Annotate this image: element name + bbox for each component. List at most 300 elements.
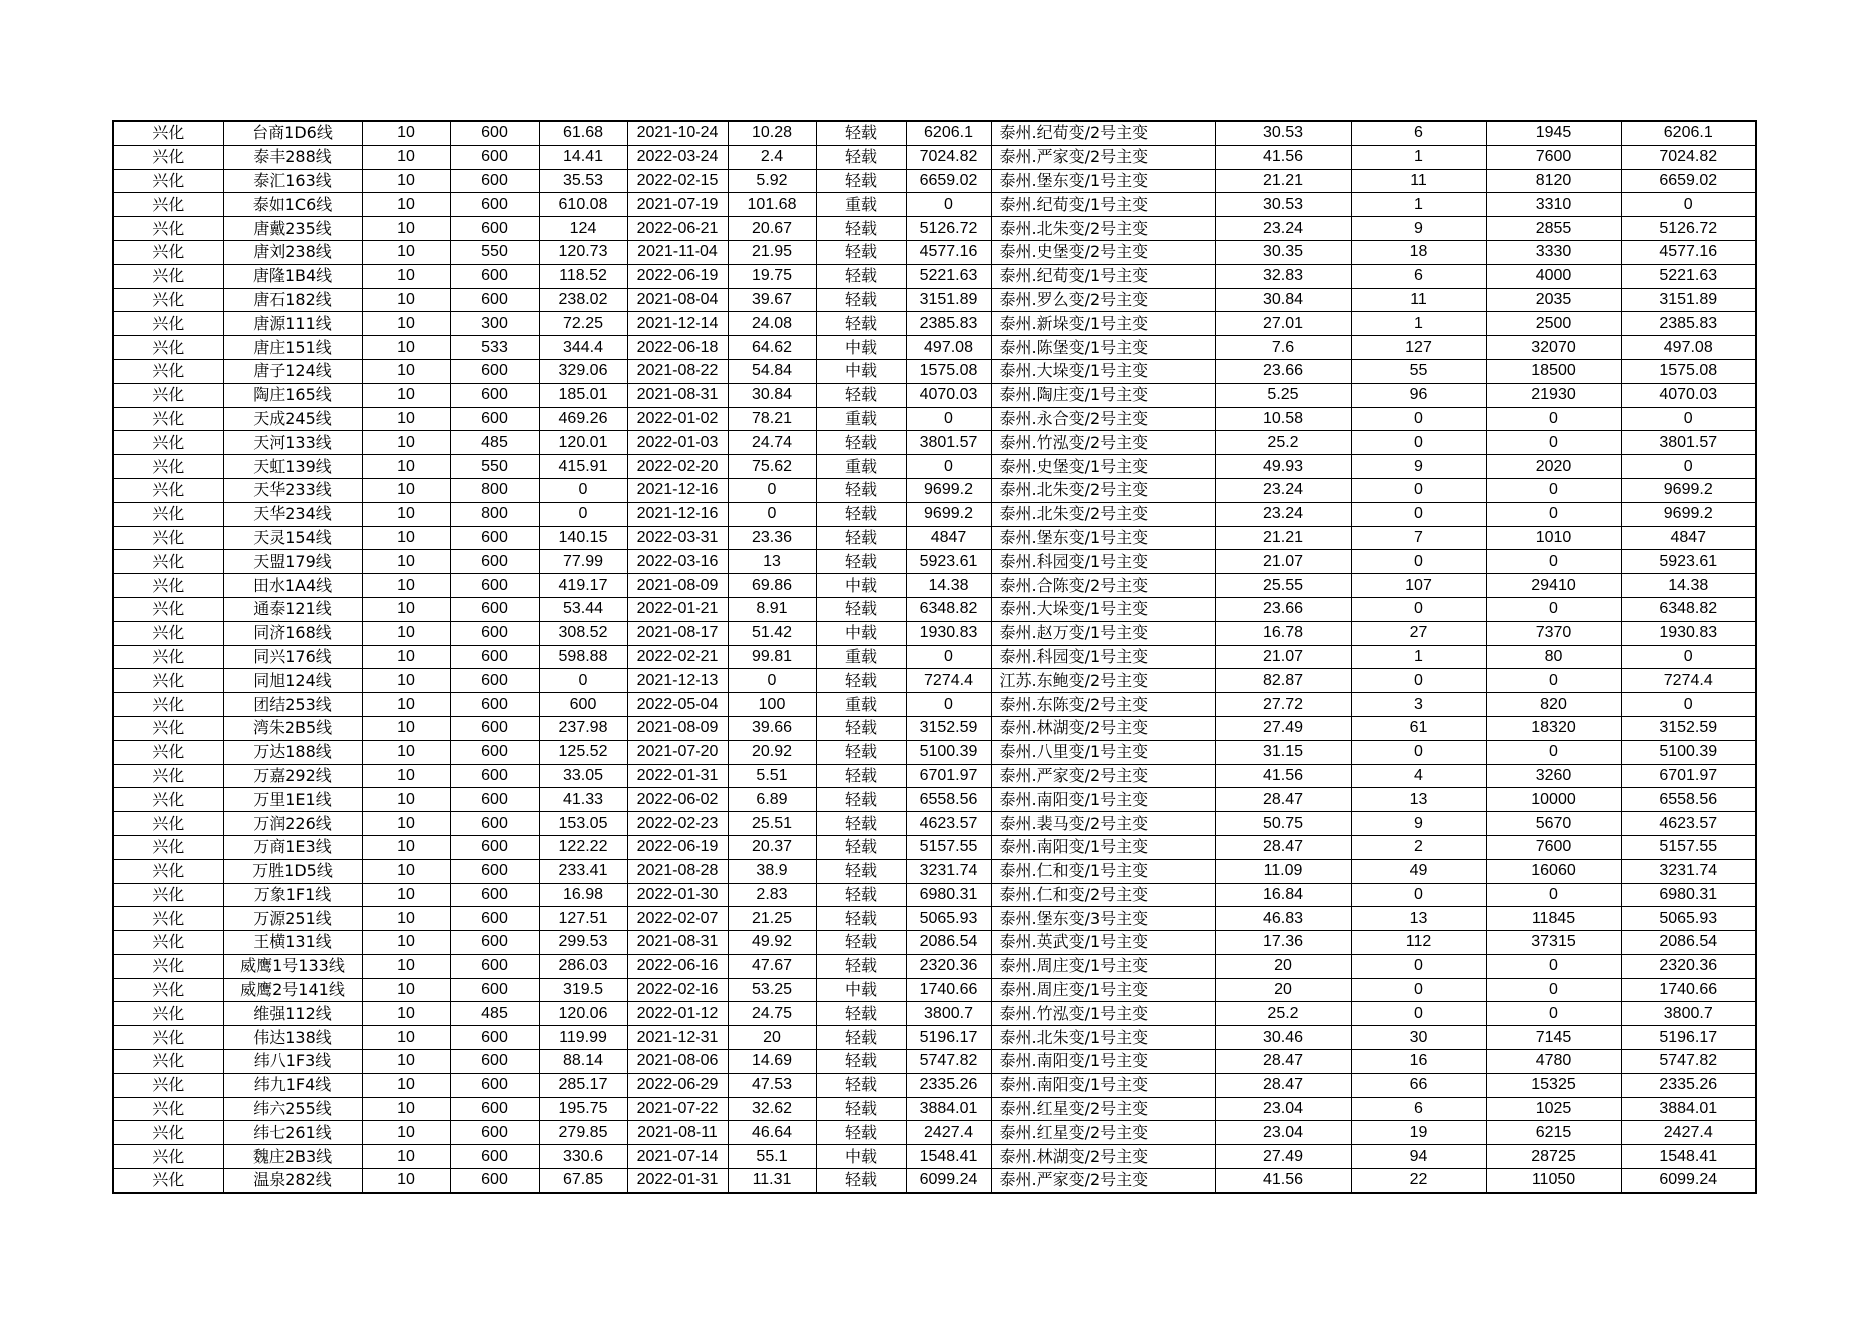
- user-count-cell: 9: [1351, 217, 1486, 241]
- date-cell: 2021-08-22: [627, 359, 728, 383]
- load-level-cell: 轻载: [816, 502, 906, 526]
- date-cell: 2022-03-16: [627, 550, 728, 574]
- line-name-cell: 魏庄2B3线: [223, 1145, 362, 1169]
- rated-current-cell: 600: [450, 1050, 539, 1074]
- user-capacity-cell: 0: [1486, 669, 1621, 693]
- max-current-cell: 77.99: [539, 550, 627, 574]
- line-name-cell: 湾朱2B5线: [223, 716, 362, 740]
- available-capacity-cell: 497.08: [906, 336, 991, 360]
- user-count-cell: 0: [1351, 740, 1486, 764]
- table-row: [113, 835, 1756, 859]
- line-name-cell: 天虹139线: [223, 455, 362, 479]
- table-row: [113, 312, 1756, 336]
- transformer-load-cell: 28.47: [1215, 788, 1351, 812]
- table-row: [113, 121, 1756, 145]
- transformer-load-cell: 30.53: [1215, 193, 1351, 217]
- load-rate-cell: 100: [728, 693, 816, 717]
- voltage-cell: 10: [362, 931, 450, 955]
- line-name-cell: 田水1A4线: [223, 574, 362, 598]
- available-capacity-cell: 9699.2: [906, 478, 991, 502]
- transformer-load-cell: 28.47: [1215, 1050, 1351, 1074]
- available-capacity-cell: 2427.4: [906, 1121, 991, 1145]
- max-current-cell: 72.25: [539, 312, 627, 336]
- rated-current-cell: 300: [450, 312, 539, 336]
- available-capacity-cell: 6659.02: [906, 169, 991, 193]
- voltage-cell: 10: [362, 217, 450, 241]
- load-level-cell: 中载: [816, 978, 906, 1002]
- county-cell: 兴化: [113, 978, 223, 1002]
- voltage-cell: 10: [362, 193, 450, 217]
- load-level-cell: 中载: [816, 336, 906, 360]
- load-level-cell: 轻载: [816, 431, 906, 455]
- voltage-cell: 10: [362, 359, 450, 383]
- table-row: [113, 1050, 1756, 1074]
- load-level-cell: 重载: [816, 693, 906, 717]
- table-row: [113, 1121, 1756, 1145]
- open-capacity-cell: 2086.54: [1621, 931, 1756, 955]
- open-capacity-cell: 6099.24: [1621, 1169, 1756, 1193]
- available-capacity-cell: 5065.93: [906, 907, 991, 931]
- county-cell: 兴化: [113, 1050, 223, 1074]
- user-count-cell: 0: [1351, 883, 1486, 907]
- user-count-cell: 11: [1351, 169, 1486, 193]
- line-name-cell: 纬八1F3线: [223, 1050, 362, 1074]
- county-cell: 兴化: [113, 193, 223, 217]
- load-level-cell: 轻载: [816, 550, 906, 574]
- max-current-cell: 0: [539, 669, 627, 693]
- max-current-cell: 319.5: [539, 978, 627, 1002]
- available-capacity-cell: 0: [906, 455, 991, 479]
- user-count-cell: 0: [1351, 550, 1486, 574]
- rated-current-cell: 600: [450, 1073, 539, 1097]
- max-current-cell: 35.53: [539, 169, 627, 193]
- available-capacity-cell: 6348.82: [906, 597, 991, 621]
- voltage-cell: 10: [362, 169, 450, 193]
- user-capacity-cell: 7600: [1486, 835, 1621, 859]
- line-name-cell: 唐石182线: [223, 288, 362, 312]
- voltage-cell: 10: [362, 288, 450, 312]
- user-count-cell: 1: [1351, 312, 1486, 336]
- date-cell: 2022-01-31: [627, 764, 728, 788]
- line-name-cell: 万源251线: [223, 907, 362, 931]
- substation-cell: 泰州.八里变/1号主变: [991, 740, 1215, 764]
- substation-cell: 泰州.北朱变/2号主变: [991, 502, 1215, 526]
- voltage-cell: 10: [362, 526, 450, 550]
- line-name-cell: 纬六255线: [223, 1097, 362, 1121]
- available-capacity-cell: 5196.17: [906, 1026, 991, 1050]
- available-capacity-cell: 1930.83: [906, 621, 991, 645]
- load-level-cell: 轻载: [816, 240, 906, 264]
- table-row: [113, 669, 1756, 693]
- available-capacity-cell: 0: [906, 193, 991, 217]
- load-level-cell: 轻载: [816, 597, 906, 621]
- line-name-cell: 维强112线: [223, 1002, 362, 1026]
- substation-cell: 泰州.科园变/1号主变: [991, 645, 1215, 669]
- date-cell: 2022-02-16: [627, 978, 728, 1002]
- available-capacity-cell: 7024.82: [906, 145, 991, 169]
- table-row: [113, 597, 1756, 621]
- county-cell: 兴化: [113, 621, 223, 645]
- max-current-cell: 53.44: [539, 597, 627, 621]
- date-cell: 2021-07-19: [627, 193, 728, 217]
- voltage-cell: 10: [362, 383, 450, 407]
- load-rate-cell: 75.62: [728, 455, 816, 479]
- county-cell: 兴化: [113, 931, 223, 955]
- open-capacity-cell: 3151.89: [1621, 288, 1756, 312]
- table-row: [113, 502, 1756, 526]
- county-cell: 兴化: [113, 859, 223, 883]
- load-rate-cell: 19.75: [728, 264, 816, 288]
- load-level-cell: 轻载: [816, 312, 906, 336]
- table-row: [113, 954, 1756, 978]
- load-rate-cell: 25.51: [728, 812, 816, 836]
- rated-current-cell: 600: [450, 359, 539, 383]
- substation-cell: 泰州.永合变/2号主变: [991, 407, 1215, 431]
- table-row: [113, 359, 1756, 383]
- line-name-cell: 唐隆1B4线: [223, 264, 362, 288]
- max-current-cell: 122.22: [539, 835, 627, 859]
- load-level-cell: 轻载: [816, 1169, 906, 1193]
- max-current-cell: 610.08: [539, 193, 627, 217]
- available-capacity-cell: 3884.01: [906, 1097, 991, 1121]
- table-row: [113, 788, 1756, 812]
- county-cell: 兴化: [113, 312, 223, 336]
- table-row: [113, 336, 1756, 360]
- county-cell: 兴化: [113, 1121, 223, 1145]
- substation-cell: 泰州.红星变/2号主变: [991, 1097, 1215, 1121]
- county-cell: 兴化: [113, 240, 223, 264]
- substation-cell: 泰州.南阳变/1号主变: [991, 835, 1215, 859]
- load-rate-cell: 49.92: [728, 931, 816, 955]
- date-cell: 2021-07-20: [627, 740, 728, 764]
- load-level-cell: 轻载: [816, 931, 906, 955]
- county-cell: 兴化: [113, 1169, 223, 1193]
- substation-cell: 泰州.史堡变/1号主变: [991, 455, 1215, 479]
- date-cell: 2021-08-09: [627, 716, 728, 740]
- transformer-load-cell: 21.07: [1215, 645, 1351, 669]
- user-capacity-cell: 4780: [1486, 1050, 1621, 1074]
- transformer-load-cell: 20: [1215, 954, 1351, 978]
- voltage-cell: 10: [362, 669, 450, 693]
- voltage-cell: 10: [362, 478, 450, 502]
- user-count-cell: 66: [1351, 1073, 1486, 1097]
- open-capacity-cell: 0: [1621, 193, 1756, 217]
- transformer-load-cell: 27.01: [1215, 312, 1351, 336]
- transformer-load-cell: 20: [1215, 978, 1351, 1002]
- table-row: [113, 455, 1756, 479]
- rated-current-cell: 600: [450, 859, 539, 883]
- county-cell: 兴化: [113, 693, 223, 717]
- rated-current-cell: 600: [450, 1097, 539, 1121]
- transformer-load-cell: 30.46: [1215, 1026, 1351, 1050]
- available-capacity-cell: 3800.7: [906, 1002, 991, 1026]
- max-current-cell: 88.14: [539, 1050, 627, 1074]
- rated-current-cell: 485: [450, 431, 539, 455]
- user-count-cell: 94: [1351, 1145, 1486, 1169]
- load-level-cell: 重载: [816, 407, 906, 431]
- transformer-load-cell: 17.36: [1215, 931, 1351, 955]
- date-cell: 2022-06-02: [627, 788, 728, 812]
- table-row: [113, 812, 1756, 836]
- load-rate-cell: 20.37: [728, 835, 816, 859]
- voltage-cell: 10: [362, 1026, 450, 1050]
- rated-current-cell: 600: [450, 716, 539, 740]
- rated-current-cell: 600: [450, 740, 539, 764]
- user-capacity-cell: 3330: [1486, 240, 1621, 264]
- voltage-cell: 10: [362, 883, 450, 907]
- available-capacity-cell: 4577.16: [906, 240, 991, 264]
- date-cell: 2021-08-31: [627, 383, 728, 407]
- load-rate-cell: 64.62: [728, 336, 816, 360]
- voltage-cell: 10: [362, 978, 450, 1002]
- county-cell: 兴化: [113, 288, 223, 312]
- max-current-cell: 469.26: [539, 407, 627, 431]
- available-capacity-cell: 5221.63: [906, 264, 991, 288]
- voltage-cell: 10: [362, 788, 450, 812]
- user-capacity-cell: 32070: [1486, 336, 1621, 360]
- date-cell: 2021-11-04: [627, 240, 728, 264]
- county-cell: 兴化: [113, 835, 223, 859]
- load-level-cell: 中载: [816, 359, 906, 383]
- load-level-cell: 轻载: [816, 1026, 906, 1050]
- substation-cell: 泰州.严家变/2号主变: [991, 1169, 1215, 1193]
- user-capacity-cell: 2020: [1486, 455, 1621, 479]
- user-count-cell: 7: [1351, 526, 1486, 550]
- available-capacity-cell: 9699.2: [906, 502, 991, 526]
- open-capacity-cell: 7024.82: [1621, 145, 1756, 169]
- date-cell: 2021-08-17: [627, 621, 728, 645]
- date-cell: 2022-03-24: [627, 145, 728, 169]
- user-count-cell: 107: [1351, 574, 1486, 598]
- county-cell: 兴化: [113, 455, 223, 479]
- load-rate-cell: 24.74: [728, 431, 816, 455]
- table-row: [113, 764, 1756, 788]
- rated-current-cell: 600: [450, 193, 539, 217]
- county-cell: 兴化: [113, 383, 223, 407]
- user-capacity-cell: 2855: [1486, 217, 1621, 241]
- open-capacity-cell: 3884.01: [1621, 1097, 1756, 1121]
- available-capacity-cell: 0: [906, 407, 991, 431]
- user-capacity-cell: 0: [1486, 431, 1621, 455]
- voltage-cell: 10: [362, 693, 450, 717]
- load-level-cell: 轻载: [816, 1121, 906, 1145]
- transformer-load-cell: 23.24: [1215, 478, 1351, 502]
- max-current-cell: 140.15: [539, 526, 627, 550]
- line-name-cell: 万胜1D5线: [223, 859, 362, 883]
- line-name-cell: 温泉282线: [223, 1169, 362, 1193]
- open-capacity-cell: 3800.7: [1621, 1002, 1756, 1026]
- open-capacity-cell: 3801.57: [1621, 431, 1756, 455]
- voltage-cell: 10: [362, 907, 450, 931]
- open-capacity-cell: 5747.82: [1621, 1050, 1756, 1074]
- county-cell: 兴化: [113, 716, 223, 740]
- rated-current-cell: 600: [450, 169, 539, 193]
- substation-cell: 泰州.严家变/2号主变: [991, 145, 1215, 169]
- user-count-cell: 0: [1351, 1002, 1486, 1026]
- user-capacity-cell: 0: [1486, 478, 1621, 502]
- line-name-cell: 唐刘238线: [223, 240, 362, 264]
- transformer-load-cell: 21.07: [1215, 550, 1351, 574]
- max-current-cell: 415.91: [539, 455, 627, 479]
- available-capacity-cell: 0: [906, 693, 991, 717]
- line-name-cell: 威鹰1号133线: [223, 954, 362, 978]
- line-name-cell: 纬七261线: [223, 1121, 362, 1145]
- rated-current-cell: 600: [450, 217, 539, 241]
- date-cell: 2021-08-04: [627, 288, 728, 312]
- rated-current-cell: 600: [450, 978, 539, 1002]
- county-cell: 兴化: [113, 788, 223, 812]
- load-rate-cell: 47.53: [728, 1073, 816, 1097]
- rated-current-cell: 550: [450, 240, 539, 264]
- rated-current-cell: 600: [450, 764, 539, 788]
- max-current-cell: 285.17: [539, 1073, 627, 1097]
- line-name-cell: 天华234线: [223, 502, 362, 526]
- available-capacity-cell: 6701.97: [906, 764, 991, 788]
- load-rate-cell: 39.67: [728, 288, 816, 312]
- transformer-load-cell: 41.56: [1215, 145, 1351, 169]
- voltage-cell: 10: [362, 455, 450, 479]
- date-cell: 2022-06-18: [627, 336, 728, 360]
- table-row: [113, 288, 1756, 312]
- load-level-cell: 中载: [816, 621, 906, 645]
- county-cell: 兴化: [113, 502, 223, 526]
- load-rate-cell: 101.68: [728, 193, 816, 217]
- max-current-cell: 33.05: [539, 764, 627, 788]
- max-current-cell: 598.88: [539, 645, 627, 669]
- available-capacity-cell: 7274.4: [906, 669, 991, 693]
- user-count-cell: 0: [1351, 478, 1486, 502]
- voltage-cell: 10: [362, 764, 450, 788]
- date-cell: 2021-12-16: [627, 502, 728, 526]
- max-current-cell: 329.06: [539, 359, 627, 383]
- load-rate-cell: 54.84: [728, 359, 816, 383]
- voltage-cell: 10: [362, 1145, 450, 1169]
- table-row: [113, 526, 1756, 550]
- substation-cell: 泰州.南阳变/1号主变: [991, 1073, 1215, 1097]
- open-capacity-cell: 1575.08: [1621, 359, 1756, 383]
- rated-current-cell: 600: [450, 407, 539, 431]
- date-cell: 2021-08-06: [627, 1050, 728, 1074]
- table-row: [113, 169, 1756, 193]
- transformer-load-cell: 11.09: [1215, 859, 1351, 883]
- user-count-cell: 11: [1351, 288, 1486, 312]
- line-name-cell: 天成245线: [223, 407, 362, 431]
- open-capacity-cell: 4623.57: [1621, 812, 1756, 836]
- available-capacity-cell: 5923.61: [906, 550, 991, 574]
- load-rate-cell: 46.64: [728, 1121, 816, 1145]
- county-cell: 兴化: [113, 574, 223, 598]
- available-capacity-cell: 5126.72: [906, 217, 991, 241]
- load-rate-cell: 69.86: [728, 574, 816, 598]
- county-cell: 兴化: [113, 264, 223, 288]
- rated-current-cell: 600: [450, 1169, 539, 1193]
- table-row: [113, 931, 1756, 955]
- load-level-cell: 轻载: [816, 145, 906, 169]
- substation-cell: 泰州.周庄变/1号主变: [991, 954, 1215, 978]
- user-capacity-cell: 0: [1486, 407, 1621, 431]
- transformer-load-cell: 23.04: [1215, 1121, 1351, 1145]
- available-capacity-cell: 2320.36: [906, 954, 991, 978]
- county-cell: 兴化: [113, 669, 223, 693]
- county-cell: 兴化: [113, 907, 223, 931]
- transformer-load-cell: 41.56: [1215, 764, 1351, 788]
- voltage-cell: 10: [362, 121, 450, 145]
- open-capacity-cell: 5065.93: [1621, 907, 1756, 931]
- rated-current-cell: 600: [450, 597, 539, 621]
- user-count-cell: 96: [1351, 383, 1486, 407]
- county-cell: 兴化: [113, 1097, 223, 1121]
- user-capacity-cell: 0: [1486, 740, 1621, 764]
- table-row: [113, 693, 1756, 717]
- substation-cell: 泰州.仁和变/2号主变: [991, 883, 1215, 907]
- available-capacity-cell: 5100.39: [906, 740, 991, 764]
- county-cell: 兴化: [113, 764, 223, 788]
- available-capacity-cell: 14.38: [906, 574, 991, 598]
- available-capacity-cell: 3151.89: [906, 288, 991, 312]
- open-capacity-cell: 0: [1621, 455, 1756, 479]
- voltage-cell: 10: [362, 835, 450, 859]
- open-capacity-cell: 2427.4: [1621, 1121, 1756, 1145]
- load-rate-cell: 23.36: [728, 526, 816, 550]
- county-cell: 兴化: [113, 526, 223, 550]
- load-rate-cell: 14.69: [728, 1050, 816, 1074]
- max-current-cell: 118.52: [539, 264, 627, 288]
- max-current-cell: 119.99: [539, 1026, 627, 1050]
- line-name-cell: 泰丰288线: [223, 145, 362, 169]
- date-cell: 2021-12-13: [627, 669, 728, 693]
- county-cell: 兴化: [113, 1073, 223, 1097]
- rated-current-cell: 600: [450, 883, 539, 907]
- load-rate-cell: 21.95: [728, 240, 816, 264]
- user-count-cell: 13: [1351, 907, 1486, 931]
- transformer-load-cell: 27.49: [1215, 1145, 1351, 1169]
- available-capacity-cell: 1575.08: [906, 359, 991, 383]
- user-capacity-cell: 2500: [1486, 312, 1621, 336]
- substation-cell: 泰州.竹泓变/2号主变: [991, 431, 1215, 455]
- load-rate-cell: 24.08: [728, 312, 816, 336]
- rated-current-cell: 600: [450, 931, 539, 955]
- rated-current-cell: 600: [450, 835, 539, 859]
- county-cell: 兴化: [113, 336, 223, 360]
- user-capacity-cell: 16060: [1486, 859, 1621, 883]
- voltage-cell: 10: [362, 716, 450, 740]
- transformer-load-cell: 23.24: [1215, 217, 1351, 241]
- date-cell: 2022-03-31: [627, 526, 728, 550]
- rated-current-cell: 600: [450, 288, 539, 312]
- line-name-cell: 万商1E3线: [223, 835, 362, 859]
- user-capacity-cell: 3260: [1486, 764, 1621, 788]
- voltage-cell: 10: [362, 407, 450, 431]
- user-capacity-cell: 18500: [1486, 359, 1621, 383]
- table-row: [113, 978, 1756, 1002]
- table-row: [113, 621, 1756, 645]
- user-count-cell: 22: [1351, 1169, 1486, 1193]
- transformer-load-cell: 16.78: [1215, 621, 1351, 645]
- substation-cell: 泰州.北朱变/2号主变: [991, 478, 1215, 502]
- max-current-cell: 125.52: [539, 740, 627, 764]
- load-rate-cell: 6.89: [728, 788, 816, 812]
- county-cell: 兴化: [113, 1145, 223, 1169]
- user-capacity-cell: 11845: [1486, 907, 1621, 931]
- load-level-cell: 轻载: [816, 264, 906, 288]
- load-rate-cell: 32.62: [728, 1097, 816, 1121]
- county-cell: 兴化: [113, 121, 223, 145]
- date-cell: 2022-02-21: [627, 645, 728, 669]
- date-cell: 2021-12-14: [627, 312, 728, 336]
- voltage-cell: 10: [362, 1073, 450, 1097]
- substation-cell: 江苏.东鲍变/2号主变: [991, 669, 1215, 693]
- user-capacity-cell: 3310: [1486, 193, 1621, 217]
